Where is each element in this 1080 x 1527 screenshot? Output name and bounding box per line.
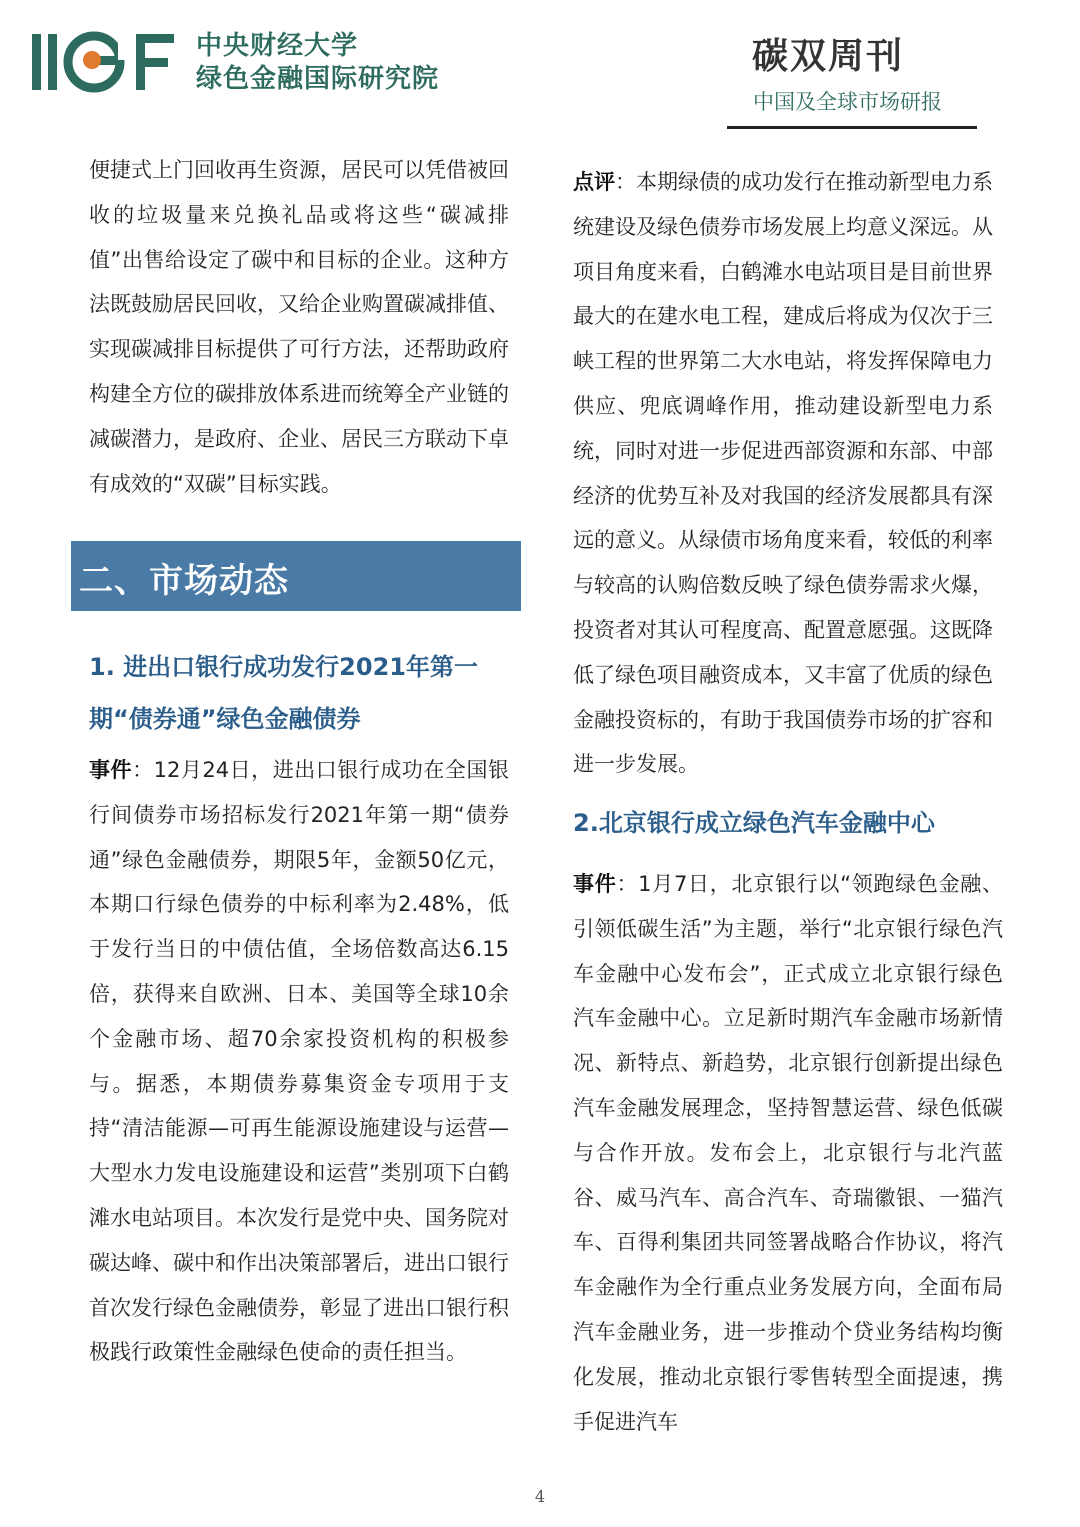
comment-label: 点评 [573,170,615,194]
section-banner [71,541,521,611]
news-item-2-title: 2.北京银行成立绿色汽车金融中心 [573,809,935,837]
news-item-1-event [89,748,509,1375]
organization-name-line2: 绿色金融国际研究院 [196,64,440,94]
publication-subtitle: 中国及全球市场研报 [753,90,942,114]
organization-name [196,30,439,96]
comment-text: ：本期绿债的成功发行在推动新型电力系统建设及绿色债券市场发展上均意义深远。从项目角度来看，白鹤滩水电站项目是目前世界最大的在建水电工程，建成后将成为仅次于三峡工程的世界第二大水电站，将发挥保障电力供应、兜底调峰作用，推动建设新型电力系统，同时对进一步促进西部资源和东部、中部经济的优势互补及对我国的经济发展都具有深远的意义。从绿债市场角度来看，较低的利率与较高的认购倍数反映了绿色债券需求火爆，投资者对其认可程度高、配置意愿强。这既降低了绿色项目融资成本，又丰富了优质的绿色金融投资标的，有助于我国债券市场的扩容和进一步发展。 [573,170,993,777]
iigf-logo [32,30,182,94]
news-item-2-event [573,862,1003,1444]
event-label: 事件 [89,758,133,782]
page-number: 4 [534,1487,546,1506]
publication-title: 碳双周刊 [752,36,905,77]
news-item-1-title: 1. 进出口银行成功发行2021年第一期“债券通”绿色金融债券 [89,653,478,733]
intro-paragraph: 便捷式上门回收再生资源，居民可以凭借被回收的垃圾量来兑换礼品或将这些“碳减排值”出售给设定了碳中和目标的企业。这种方法既鼓励居民回收，又给企业购置碳减排值、实现碳减排目标提供了可行方法，还帮助政府构建全方位的碳排放体系进而统筹全产业链的减碳潜力，是政府、企业、居民三方联动下卓有成效的“双碳”目标实践。 [89,158,509,496]
page-header [0,0,1080,140]
event-text: ：12月24日，进出口银行成功在全国银行间债券市场招标发行2021年第一期“债券通”绿色金融债券，期限5年，金额50亿元，本期口行绿色债券的中标利率为2.48%，低于发行当日的中债估值，全场倍数高达6.15倍，获得来自欧洲、日本、美国等全球10余个金融市场、超70余家投资机构的积极参与。据悉，本期债券募集资金专项用于支持“清洁能源—可再生能源设施建设与运营—大型水力发电设施建设和运营”类别项下白鹤滩水电站项目。本次发行是党中央、国务院对碳达峰、碳中和作出决策部署后，进出口银行首次发行绿色金融债券，彰显了进出口银行积极践行政策性金融绿色使命的责任担当。 [89,758,509,1365]
section-title: 二、市场动态 [79,561,289,601]
organization-name-line1: 中央财经大学 [196,31,359,61]
header-rule [727,126,977,129]
event-text: ：1月7日，北京银行以“领跑绿色金融、引领低碳生活”为主题，举行“北京银行绿色汽车金融中心发布会”，正式成立北京银行绿色汽车金融中心。立足新时期汽车金融市场新情况、新特点、新趋势，北京银行创新提出绿色汽车金融发展理念，坚持智慧运营、绿色低碳与合作开放。发布会上，北京银行与北汽蓝谷、威马汽车、高合汽车、奇瑞徽银、一猫汽车、百得利集团共同签署战略合作协议，将汽车金融作为全行重点业务发展方向，全面布局汽车金融业务，进一步推动个贷业务结构均衡化发展，推动北京银行零售转型全面提速，携手促进汽车 [573,872,1004,1434]
event-label: 事件 [573,872,617,896]
comment-paragraph [573,160,993,787]
